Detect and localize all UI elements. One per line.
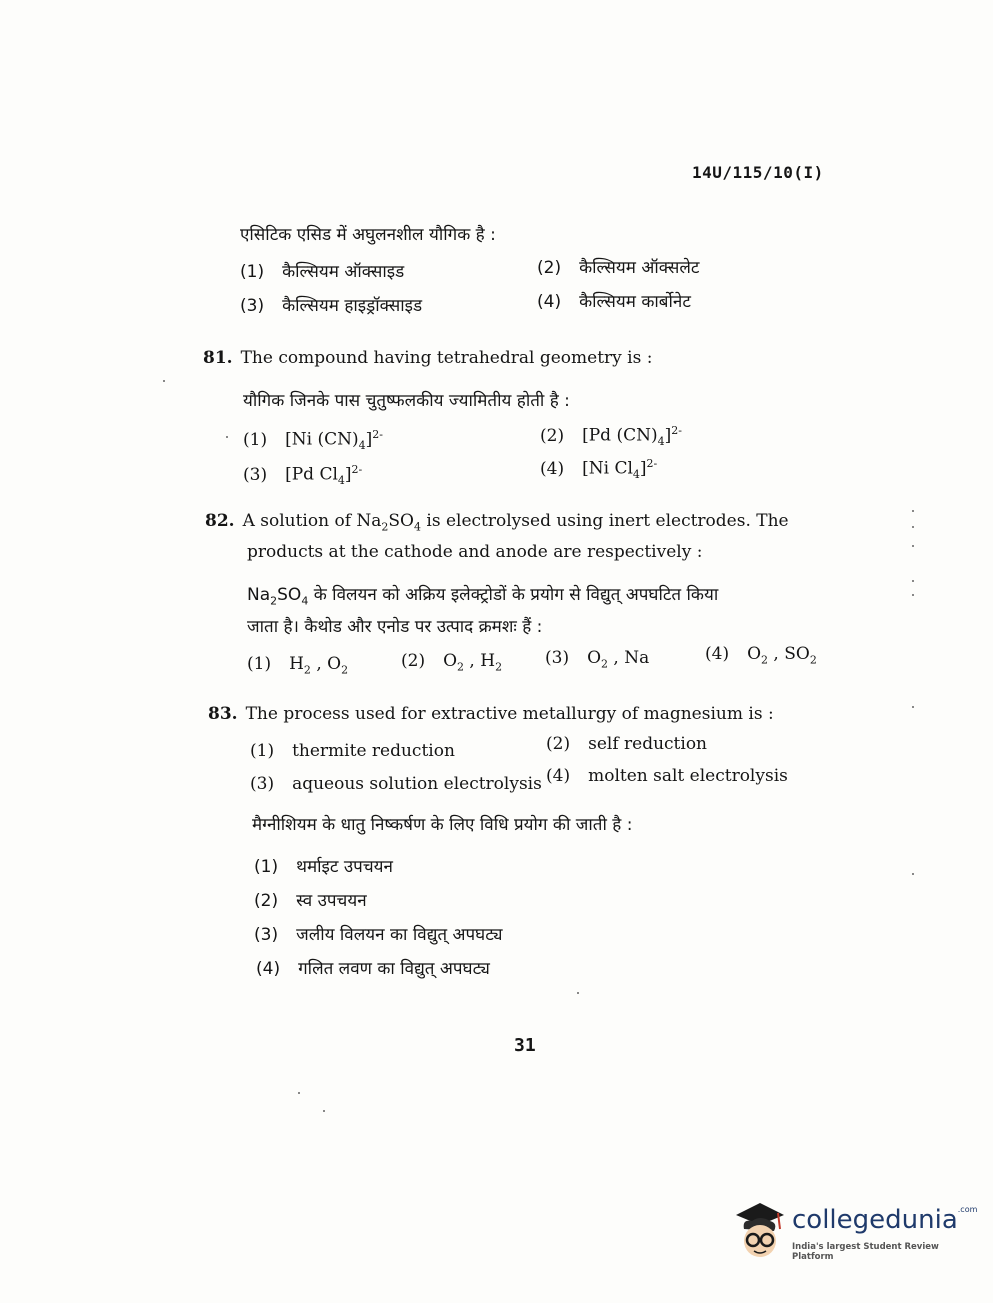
brand-tagline: India's largest Student Review Platform: [792, 1242, 939, 1262]
q81-option-2: (2) [Pd $(CN)_4]^{2-}$: [540, 424, 682, 449]
scan-speck: [912, 873, 914, 875]
q81-number: 81.: [203, 348, 233, 368]
q83-option-4: (4) molten salt electrolysis: [546, 766, 788, 786]
q81-option-3: (3) [Pd $Cl_4]^{2-}$: [243, 463, 363, 488]
q83-option-3: (3) aqueous solution electrolysis: [250, 774, 542, 794]
scan-speck: [912, 580, 914, 582]
q83-hindi-option-1: (1) थर्माइट उपचयन: [254, 857, 393, 877]
scan-speck: [577, 992, 579, 994]
q82-hindi-line1: $Na_2SO_4$ के विलयन को अक्रिय इलेक्ट्रोडों के प्रयोग से विद्युत् अपघटित किया: [247, 585, 719, 608]
q83-number: 83.: [208, 704, 238, 724]
q82-stem-line1: 82. A solution of $Na_2SO_4$ is electrolysed using inert electrodes. The: [205, 511, 789, 534]
q81-hindi-stem: यौगिक जिनके पास चुतुष्फलकीय ज्यामितीय होती है :: [243, 391, 570, 411]
q83-option-1: (1) thermite reduction: [250, 741, 455, 761]
q82-number: 82.: [205, 511, 235, 531]
page-number: 31: [514, 1035, 536, 1056]
q82-stem-line2: products at the cathode and anode are respectively :: [247, 542, 703, 562]
q80-hindi-stem: एसिटिक एसिड में अघुलनशील यौगिक है :: [240, 225, 496, 245]
scan-speck: [912, 510, 914, 512]
q83-hindi-option-3: (3) जलीय विलयन का विद्युत् अपघट्य: [254, 925, 503, 945]
q83-hindi-option-2: (2) स्व उपचयन: [254, 891, 367, 911]
q81-stem: 81. The compound having tetrahedral geometry is :: [203, 348, 653, 368]
scan-speck: [298, 1092, 300, 1094]
q83-hindi-option-4: (4) गलित लवण का विद्युत् अपघट्य: [256, 959, 490, 979]
q81-option-4: (4) [Ni $Cl_4]^{2-}$: [540, 457, 658, 482]
q83-option-2: (2) self reduction: [546, 734, 708, 754]
q82-option-1: (1) $H_2$ , $O_2$: [247, 654, 349, 677]
q80-option-2: (2) कैल्सियम ऑक्सलेट: [537, 258, 700, 278]
scan-speck: [163, 380, 165, 382]
scan-speck: [912, 545, 914, 547]
brand-name: collegedunia$^{.com}$: [792, 1205, 978, 1235]
q82-option-3: (3) $O_2$ , Na: [545, 648, 650, 671]
q82-option-4: (4) $O_2$ , $SO_2$: [705, 644, 817, 667]
q80-option-1: (1) कैल्सियम ऑक्साइड: [240, 262, 405, 282]
scan-speck: [912, 594, 914, 596]
scan-speck: [912, 706, 914, 708]
q80-option-3: (3) कैल्सियम हाइड्रॉक्साइड: [240, 296, 423, 316]
collegedunia-logo: [730, 1195, 978, 1265]
graduate-mascot-icon: [730, 1195, 788, 1263]
q82-hindi-line2: जाता है। कैथोड और एनोड पर उत्पाद क्रमशः हैं :: [247, 617, 543, 637]
scan-speck: [226, 436, 228, 438]
q83-stem: 83. The process used for extractive metallurgy of magnesium is :: [208, 704, 774, 724]
scan-speck: [323, 1110, 325, 1112]
q83-hindi-stem: मैग्नीशियम के धातु निष्कर्षण के लिए विधि प्रयोग की जाती है :: [252, 815, 633, 835]
q82-option-2: (2) $O_2$ , $H_2$: [401, 651, 503, 674]
q80-option-4: (4) कैल्सियम कार्बोनेट: [537, 292, 691, 312]
scan-speck: [912, 526, 914, 528]
paper-code: 14U/115/10(I): [692, 163, 824, 182]
q81-option-1: (1) [Ni $(CN)_4]^{2-}$: [243, 428, 383, 453]
